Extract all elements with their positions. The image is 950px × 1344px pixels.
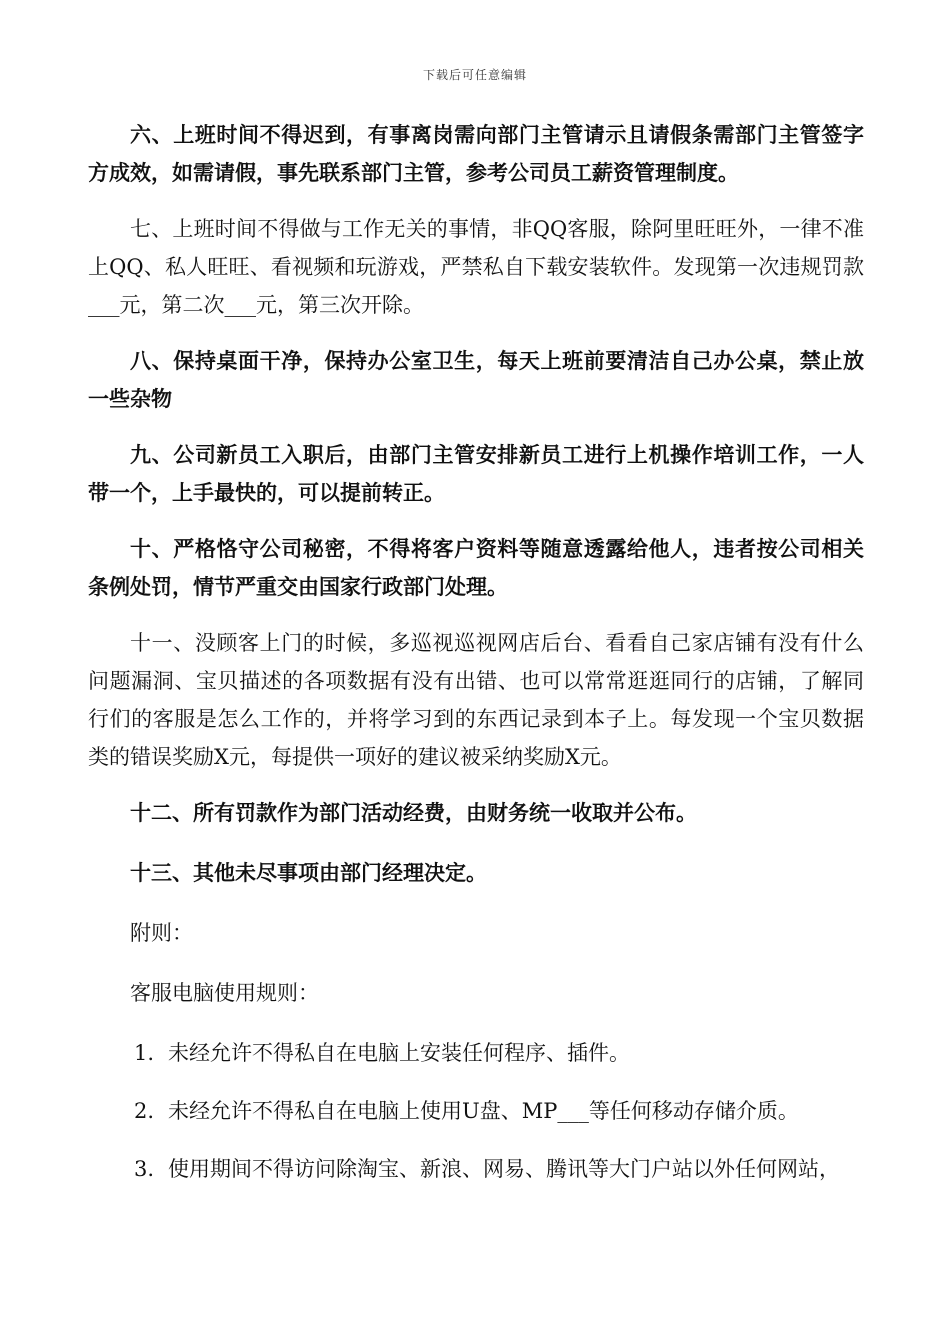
paragraph-rule-13: 十三、其他未尽事项由部门经理决定。 [130, 860, 487, 885]
paragraph-rule-11: 十一、没顾客上门的时候，多巡视巡视网店后台、看看自己家店铺有没有什么问题漏洞、宝贝描述的各项数据有没有出错、也可以常常逛逛同行的店铺，了解同行们的客服是怎么工作的，并将学习到的东西记录到本子上。每发现一个宝贝数据类的错误奖励X元，每提供一项好的建议被采纳奖励X元。 [88, 631, 864, 769]
list-item-number: 2. [134, 1099, 155, 1123]
list-item [88, 1034, 864, 1072]
paragraph-rule-9: 九、公司新员工入职后，由部门主管安排新员工进行上机操作培训工作，一人带一个，上手最快的，可以提前转正。 [88, 442, 864, 505]
paragraph-rule-6: 六、上班时间不得迟到，有事离岗需向部门主管请示且请假条需部门主管签字方成效，如需请假，事先联系部门主管，参考公司员工薪资管理制度。 [88, 122, 864, 185]
paragraph-rule-10: 十、严格恪守公司秘密，不得将客户资料等随意透露给他人，违者按公司相关条例处罚，情节严重交由国家行政部门处理。 [88, 536, 864, 599]
list-item-text: 未经允许不得私自在电脑上使用U盘、MP___等任何移动存储介质。 [168, 1099, 799, 1123]
paragraph-appendix: 附则： [130, 921, 193, 945]
page-header: 下载后可任意编辑 [422, 68, 527, 82]
list-item [88, 1092, 864, 1130]
document-body [88, 116, 864, 1208]
list-item [88, 1150, 864, 1188]
paragraph-computer-rules-title: 客服电脑使用规则： [130, 981, 319, 1005]
list-item-text: 使用期间不得访问除淘宝、新浪、网易、腾讯等大门户站以外任何网站， [168, 1157, 840, 1181]
list-item-number: 3. [134, 1157, 155, 1181]
list-item-number: 1. [134, 1041, 155, 1065]
paragraph-rule-8: 八、保持桌面干净，保持办公室卫生，每天上班前要清洁自己办公桌，禁止放一些杂物 [88, 348, 864, 411]
list-item-text: 未经允许不得私自在电脑上安装任何程序、插件。 [168, 1041, 630, 1065]
paragraph-rule-7: 七、上班时间不得做与工作无关的事情，非QQ客服，除阿里旺旺外，一律不准上QQ、私人旺旺、看视频和玩游戏，严禁私自下载安装软件。发现第一次违规罚款___元，第二次___元，第三次开除。 [88, 217, 864, 317]
paragraph-rule-12: 十二、所有罚款作为部门活动经费，由财务统一收取并公布。 [130, 800, 697, 825]
